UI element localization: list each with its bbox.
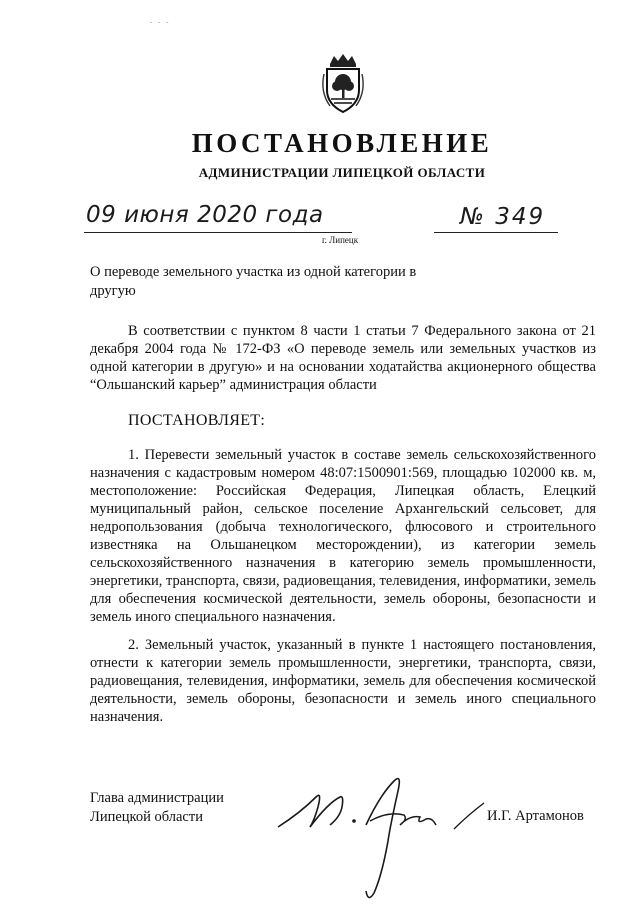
preamble-paragraph: В соответствии с пунктом 8 части 1 статьи 7 Федерального закона от 21 декабря 2004 года № 172-ФЗ «О переводе земель или земельных участков из одной категории в другую» и на основании ходатайства акционерного общества “Ольшанский карьер” администрация области: [90, 323, 596, 393]
city-label: г. Липецк: [322, 235, 359, 245]
document-date: 09 июня 2020 года: [86, 202, 324, 228]
date-underline: [84, 232, 352, 233]
position-line-2: Липецкой области: [90, 809, 203, 825]
item-2-paragraph: 2. Земельный участок, указанный в пункте 1 настоящего постановления, отнести к категории земель промышленности, энергетики, транспорта, связи, радиовещания, телевидения, информатики, земель для обеспечения космической деятельности, земель обороны, безопасности и земель иного специального назначения.: [90, 637, 596, 725]
document-number: № 349: [460, 204, 546, 230]
signature-icon: [270, 755, 500, 905]
document-title: ПОСТАНОВЛЕНИЕ: [191, 128, 493, 158]
scan-mark: - - -: [150, 18, 171, 26]
position-line-1: Глава администрации: [90, 790, 224, 806]
item-1-paragraph: 1. Перевести земельный участок в составе земель сельскохозяйственного назначения с кадастровым номером 48:07:1500901:569, площадью 102000 кв. м, местоположение: Российская Федерация, Липецкая область, Елецкий муниципальный район, сельское поселение Архангельский сельсовет, для недропользования (добыча технологического, флюсового и строительного известняка на Ольшанецком месторождении), из категории земель сельскохозяйственного назначения в категорию земель промышленности, энергетики, транспорта, связи, радиовещания, телевидения, информатики, земель для обеспечения космической деятельности, земель обороны, безопасности и земель иного специального назначения.: [90, 447, 596, 625]
document-subject: О переводе земельного участка из одной категории в другую: [90, 264, 417, 299]
signatory-name: И.Г. Артамонов: [487, 808, 584, 824]
issuer-name: АДМИНИСТРАЦИИ ЛИПЕЦКОЙ ОБЛАСТИ: [198, 165, 486, 180]
decree-word: ПОСТАНОВЛЯЕТ:: [128, 412, 266, 429]
signatory-position: [90, 789, 224, 827]
number-underline: [434, 232, 558, 233]
coat-of-arms-icon: [318, 52, 368, 116]
